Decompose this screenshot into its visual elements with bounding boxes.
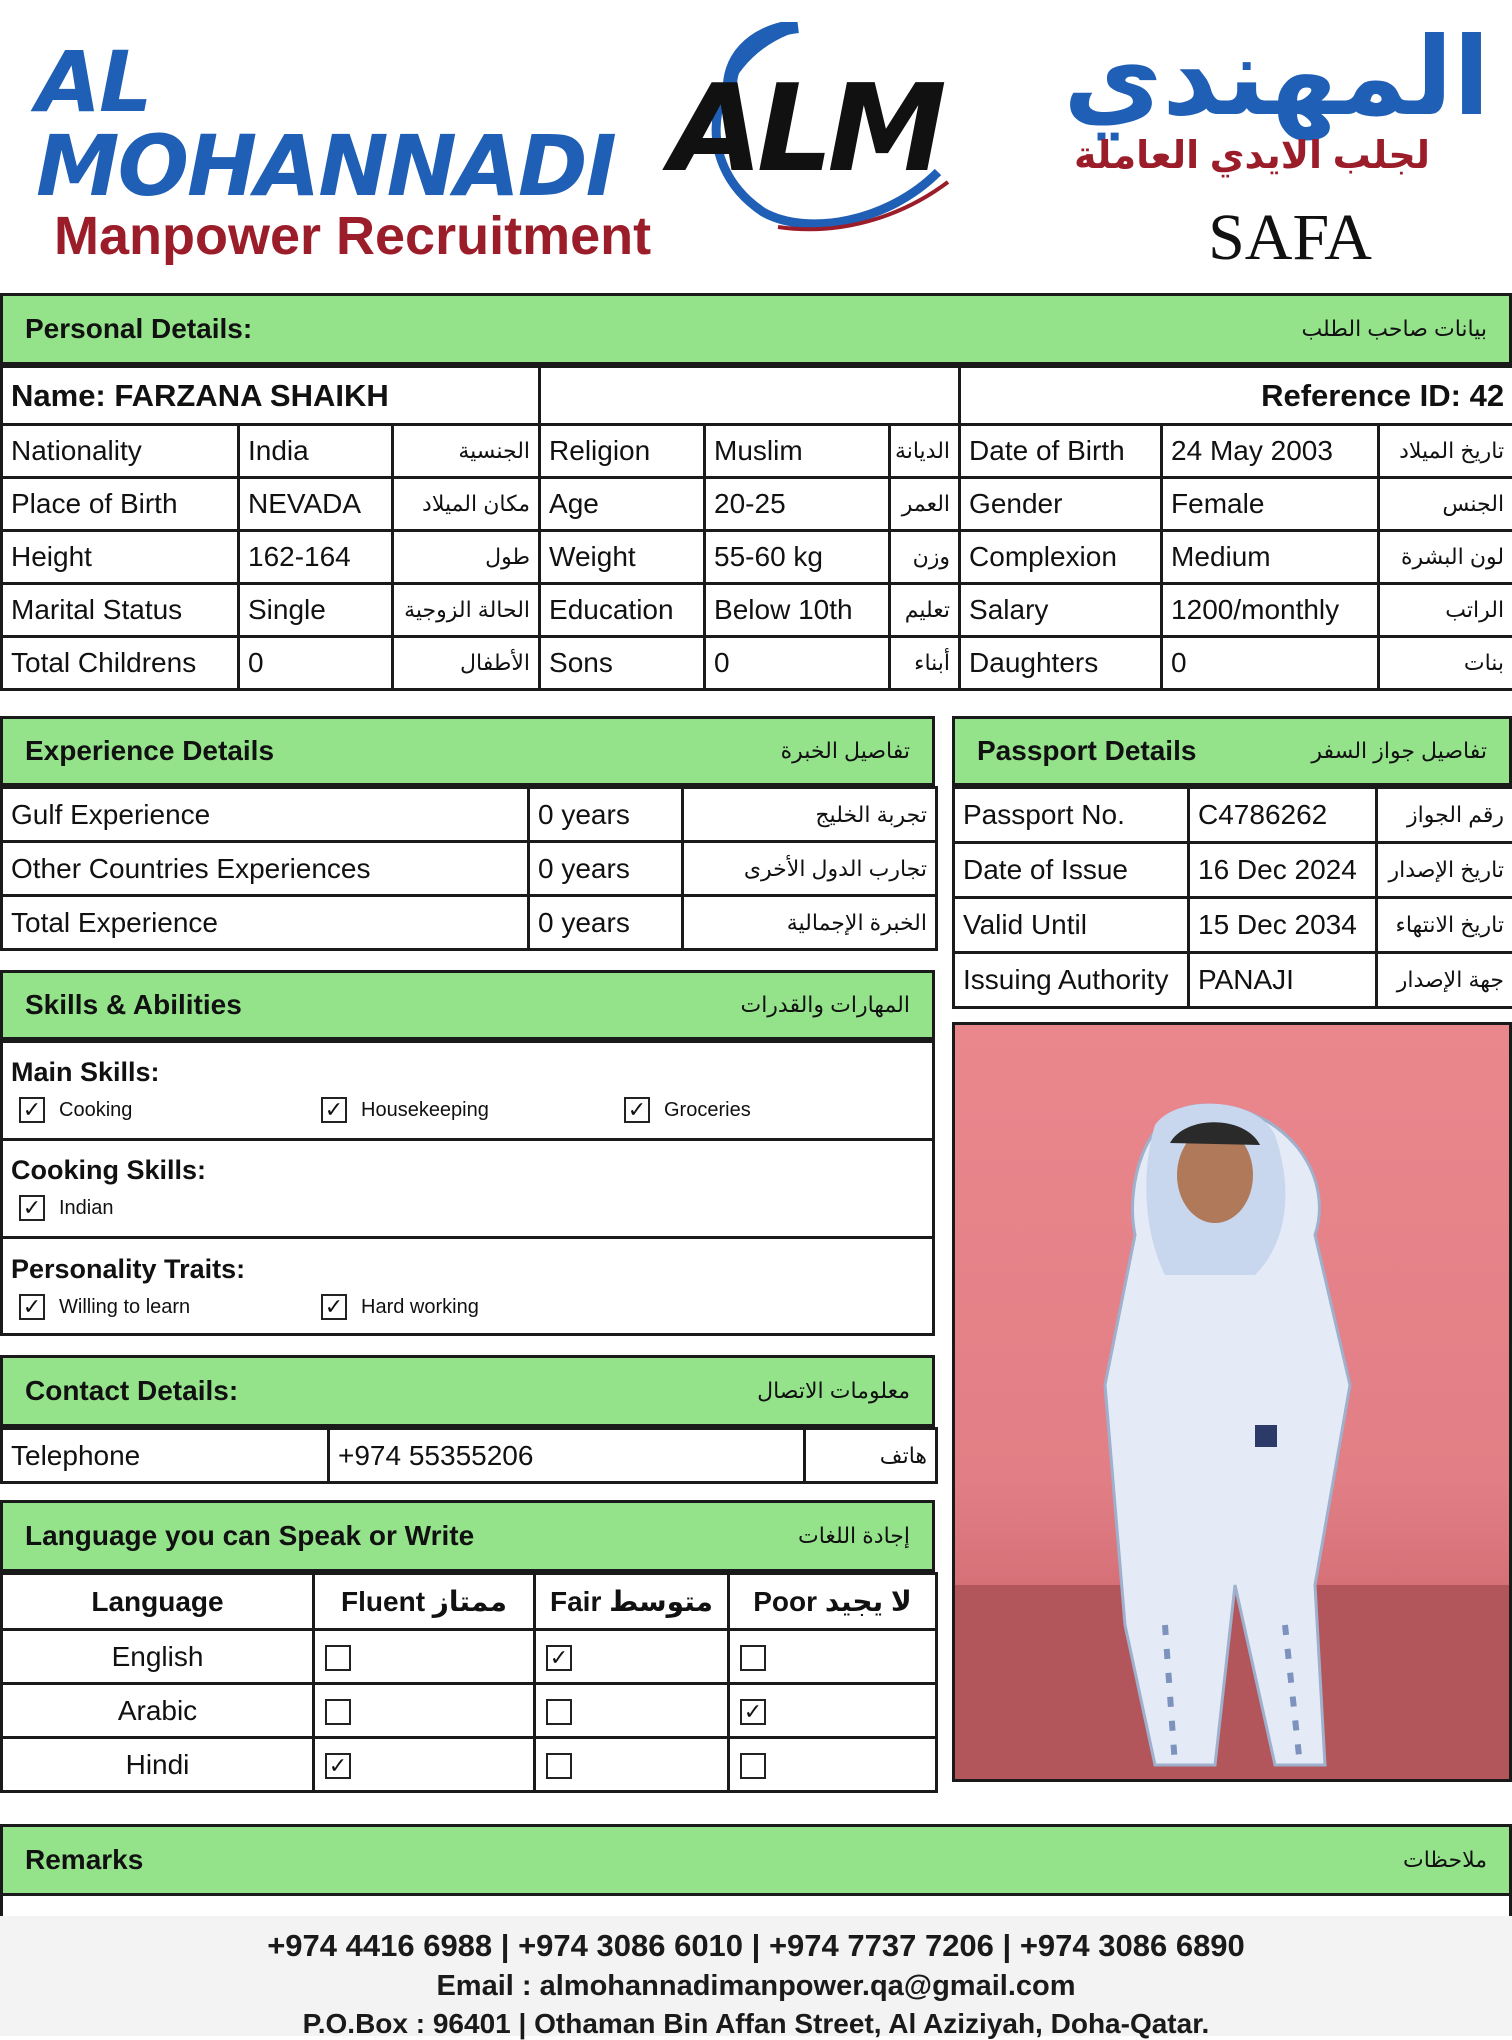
field-label: Nationality [2,425,239,478]
trait-label: Willing to learn [59,1296,190,1319]
field-label: Sons [540,637,705,690]
field-value: Muslim [705,425,890,478]
field-label: Height [2,531,239,584]
checkbox-checked: ✓ [624,1097,650,1123]
field-value: 0 [239,637,393,690]
experience-label-ar: تجارب الدول الأخرى [683,842,937,896]
experience-value: 0 years [529,788,683,842]
telephone-label-ar: هاتف [805,1429,937,1483]
skill-label: Indian [59,1197,114,1220]
trait-hard-working [321,1294,479,1320]
passport-value: PANAJI [1189,953,1377,1008]
remarks-title-ar: ملاحظات [1403,1847,1487,1873]
col-fair: Fair متوسط [535,1574,729,1630]
contact-title: Contact Details: [25,1375,238,1407]
field-value: Medium [1162,531,1379,584]
language-level-cell [535,1630,729,1684]
skill-label: Cooking [59,1099,132,1122]
experience-title: Experience Details [25,735,274,767]
passport-label-ar: جهة الإصدار [1377,953,1512,1008]
field-label: Daughters [960,637,1162,690]
language-level-cell [314,1738,535,1792]
field-label-ar: الجنس [1379,478,1512,531]
skill-label: Groceries [664,1099,751,1122]
field-value: 20-25 [705,478,890,531]
field-label: Place of Birth [2,478,239,531]
personal-row [2,584,1512,637]
candidate-photo [952,1022,1512,1782]
language-level-cell [314,1630,535,1684]
field-label: Age [540,478,705,531]
checkbox-unchecked [546,1753,572,1779]
field-value: Single [239,584,393,637]
experience-value: 0 years [529,896,683,950]
passport-row [954,898,1512,953]
checkbox-checked: ✓ [19,1195,45,1221]
checkbox-checked: ✓ [321,1294,347,1320]
telephone-label: Telephone [2,1429,329,1483]
checkbox-checked: ✓ [740,1699,766,1725]
language-level-cell [535,1684,729,1738]
field-label-ar: الجنسية [393,425,540,478]
telephone-row [2,1429,937,1483]
skill-housekeeping [321,1097,489,1123]
field-value: 162-164 [239,531,393,584]
checkbox-checked: ✓ [19,1097,45,1123]
field-value: 55-60 kg [705,531,890,584]
checkbox-unchecked [740,1753,766,1779]
trait-willing-to-learn [19,1294,190,1320]
passport-label: Valid Until [954,898,1189,953]
field-label-ar: مكان الميلاد [393,478,540,531]
language-level-cell [729,1738,937,1792]
passport-label: Issuing Authority [954,953,1189,1008]
experience-header [0,716,935,786]
language-level-cell [535,1738,729,1792]
personality-traits-title: Personality Traits: [11,1254,245,1285]
field-value: NEVADA [239,478,393,531]
skill-indian [19,1195,114,1221]
personal-details-header [0,293,1512,365]
cooking-skills-title: Cooking Skills: [11,1155,206,1186]
col-fluent: Fluent ممتاز [314,1574,535,1630]
field-label-ar: تاريخ الميلاد [1379,425,1512,478]
language-name: English [2,1630,314,1684]
field-label-ar: وزن [890,531,960,584]
field-value: 24 May 2003 [1162,425,1379,478]
passport-label-ar: تاريخ الانتهاء [1377,898,1512,953]
footer-phones: +974 4416 6988 | +974 3086 6010 | +974 7737 7206 | +974 3086 6890 [0,1928,1512,1964]
passport-label-ar: تاريخ الإصدار [1377,843,1512,898]
experience-row [2,896,937,950]
language-level-cell [314,1684,535,1738]
language-level-cell [729,1630,937,1684]
field-label-ar: الراتب [1379,584,1512,637]
field-label: Gender [960,478,1162,531]
personal-row [2,425,1512,478]
passport-label-ar: رقم الجواز [1377,788,1512,843]
field-label: Weight [540,531,705,584]
telephone-value: +974 55355206 [329,1429,805,1483]
field-value: 0 [705,637,890,690]
experience-label: Other Countries Experiences [2,842,529,896]
personal-row [2,478,1512,531]
language-title: Language you can Speak or Write [25,1520,474,1552]
personal-details-title-ar: بيانات صاحب الطلب [1301,316,1487,342]
field-value: India [239,425,393,478]
experience-label: Gulf Experience [2,788,529,842]
field-label: Salary [960,584,1162,637]
logo-text-ar [990,20,1490,178]
col-poor: Poor لا يجيد [729,1574,937,1630]
experience-table [0,786,938,951]
passport-table [952,786,1512,1009]
footer-email: Email : almohannadimanpower.qa@gmail.com [0,1970,1512,2003]
field-label-ar: طول [393,531,540,584]
trait-label: Hard working [361,1296,479,1319]
checkbox-unchecked [546,1699,572,1725]
language-header-row [2,1574,937,1630]
passport-row [954,788,1512,843]
field-label: Education [540,584,705,637]
passport-label: Date of Issue [954,843,1189,898]
skills-panel [0,1040,935,1336]
language-row [2,1684,937,1738]
checkbox-checked: ✓ [325,1753,351,1779]
experience-label: Total Experience [2,896,529,950]
passport-title-ar: تفاصيل جواز السفر [1311,738,1487,764]
passport-title: Passport Details [977,735,1196,767]
passport-header [952,716,1512,786]
experience-label-ar: تجربة الخليج [683,788,937,842]
passport-value: C4786262 [1189,788,1377,843]
alm-letters: ALM [670,70,941,190]
name-row-spacer [540,367,960,425]
remarks-title: Remarks [25,1844,143,1876]
field-label: Marital Status [2,584,239,637]
field-label-ar: لون البشرة [1379,531,1512,584]
brand-name-en: AL MOHANNADI [36,40,676,208]
skill-label: Housekeeping [361,1099,489,1122]
passport-label: Passport No. [954,788,1189,843]
applicant-name: Name: FARZANA SHAIKH [2,367,540,425]
personal-details-title: Personal Details: [25,313,252,345]
language-level-cell [729,1684,937,1738]
language-row [2,1738,937,1792]
skill-groceries [624,1097,751,1123]
remarks-box [0,1896,1512,1916]
experience-row [2,788,937,842]
passport-value: 16 Dec 2024 [1189,843,1377,898]
checkbox-unchecked [740,1645,766,1671]
field-value: 0 [1162,637,1379,690]
experience-label-ar: الخبرة الإجمالية [683,896,937,950]
checkbox-checked: ✓ [546,1645,572,1671]
experience-value: 0 years [529,842,683,896]
skills-title-ar: المهارات والقدرات [740,992,910,1018]
experience-row [2,842,937,896]
field-label-ar: بنات [1379,637,1512,690]
skills-header [0,970,935,1040]
field-label-ar: العمر [890,478,960,531]
footer-address: P.O.Box : 96401 | Othaman Bin Affan Street, Al Aziziyah, Doha-Qatar. [0,2008,1512,2040]
main-skills-title: Main Skills: [11,1057,160,1088]
field-label: Religion [540,425,705,478]
brand-name-ar: المهندي [990,20,1490,133]
field-label-ar: أبناء [890,637,960,690]
personal-details-table [0,365,1512,691]
checkbox-checked: ✓ [19,1294,45,1320]
language-name: Hindi [2,1738,314,1792]
language-header [0,1500,935,1572]
col-language: Language [2,1574,314,1630]
contact-title-ar: معلومات الاتصال [757,1378,910,1404]
language-table [0,1572,938,1793]
personal-row [2,637,1512,690]
skills-divider [3,1138,932,1141]
brand-subtitle-en: Manpower Recruitment [54,208,676,265]
field-value: 1200/monthly [1162,584,1379,637]
field-label-ar: الأطفال [393,637,540,690]
logo-text-en [36,40,676,265]
field-value: Below 10th [705,584,890,637]
brand-subtitle-ar: لجلب الايدي العاملة [990,133,1430,178]
language-row [2,1630,937,1684]
person-photo-icon [955,1025,1509,1779]
passport-value: 15 Dec 2034 [1189,898,1377,953]
skills-divider [3,1236,932,1239]
skill-cooking [19,1097,132,1123]
field-label-ar: تعليم [890,584,960,637]
field-label: Total Childrens [2,637,239,690]
passport-row [954,843,1512,898]
checkbox-unchecked [325,1645,351,1671]
agency-name: SAFA [1160,200,1420,276]
field-label: Date of Birth [960,425,1162,478]
language-title-ar: إجادة اللغات [798,1523,910,1549]
name-row [2,367,1512,425]
reference-id: Reference ID: 42 [960,367,1512,425]
remarks-header [0,1824,1512,1896]
passport-row [954,953,1512,1008]
field-value: Female [1162,478,1379,531]
checkbox-unchecked [325,1699,351,1725]
alm-logo [668,22,968,232]
field-label-ar: الديانة [890,425,960,478]
checkbox-checked: ✓ [321,1097,347,1123]
field-label-ar: الحالة الزوجية [393,584,540,637]
language-name: Arabic [2,1684,314,1738]
contact-header [0,1355,935,1427]
contact-table [0,1427,938,1484]
personal-row [2,531,1512,584]
experience-title-ar: تفاصيل الخبرة [781,738,910,764]
skills-title: Skills & Abilities [25,989,242,1021]
field-label: Complexion [960,531,1162,584]
